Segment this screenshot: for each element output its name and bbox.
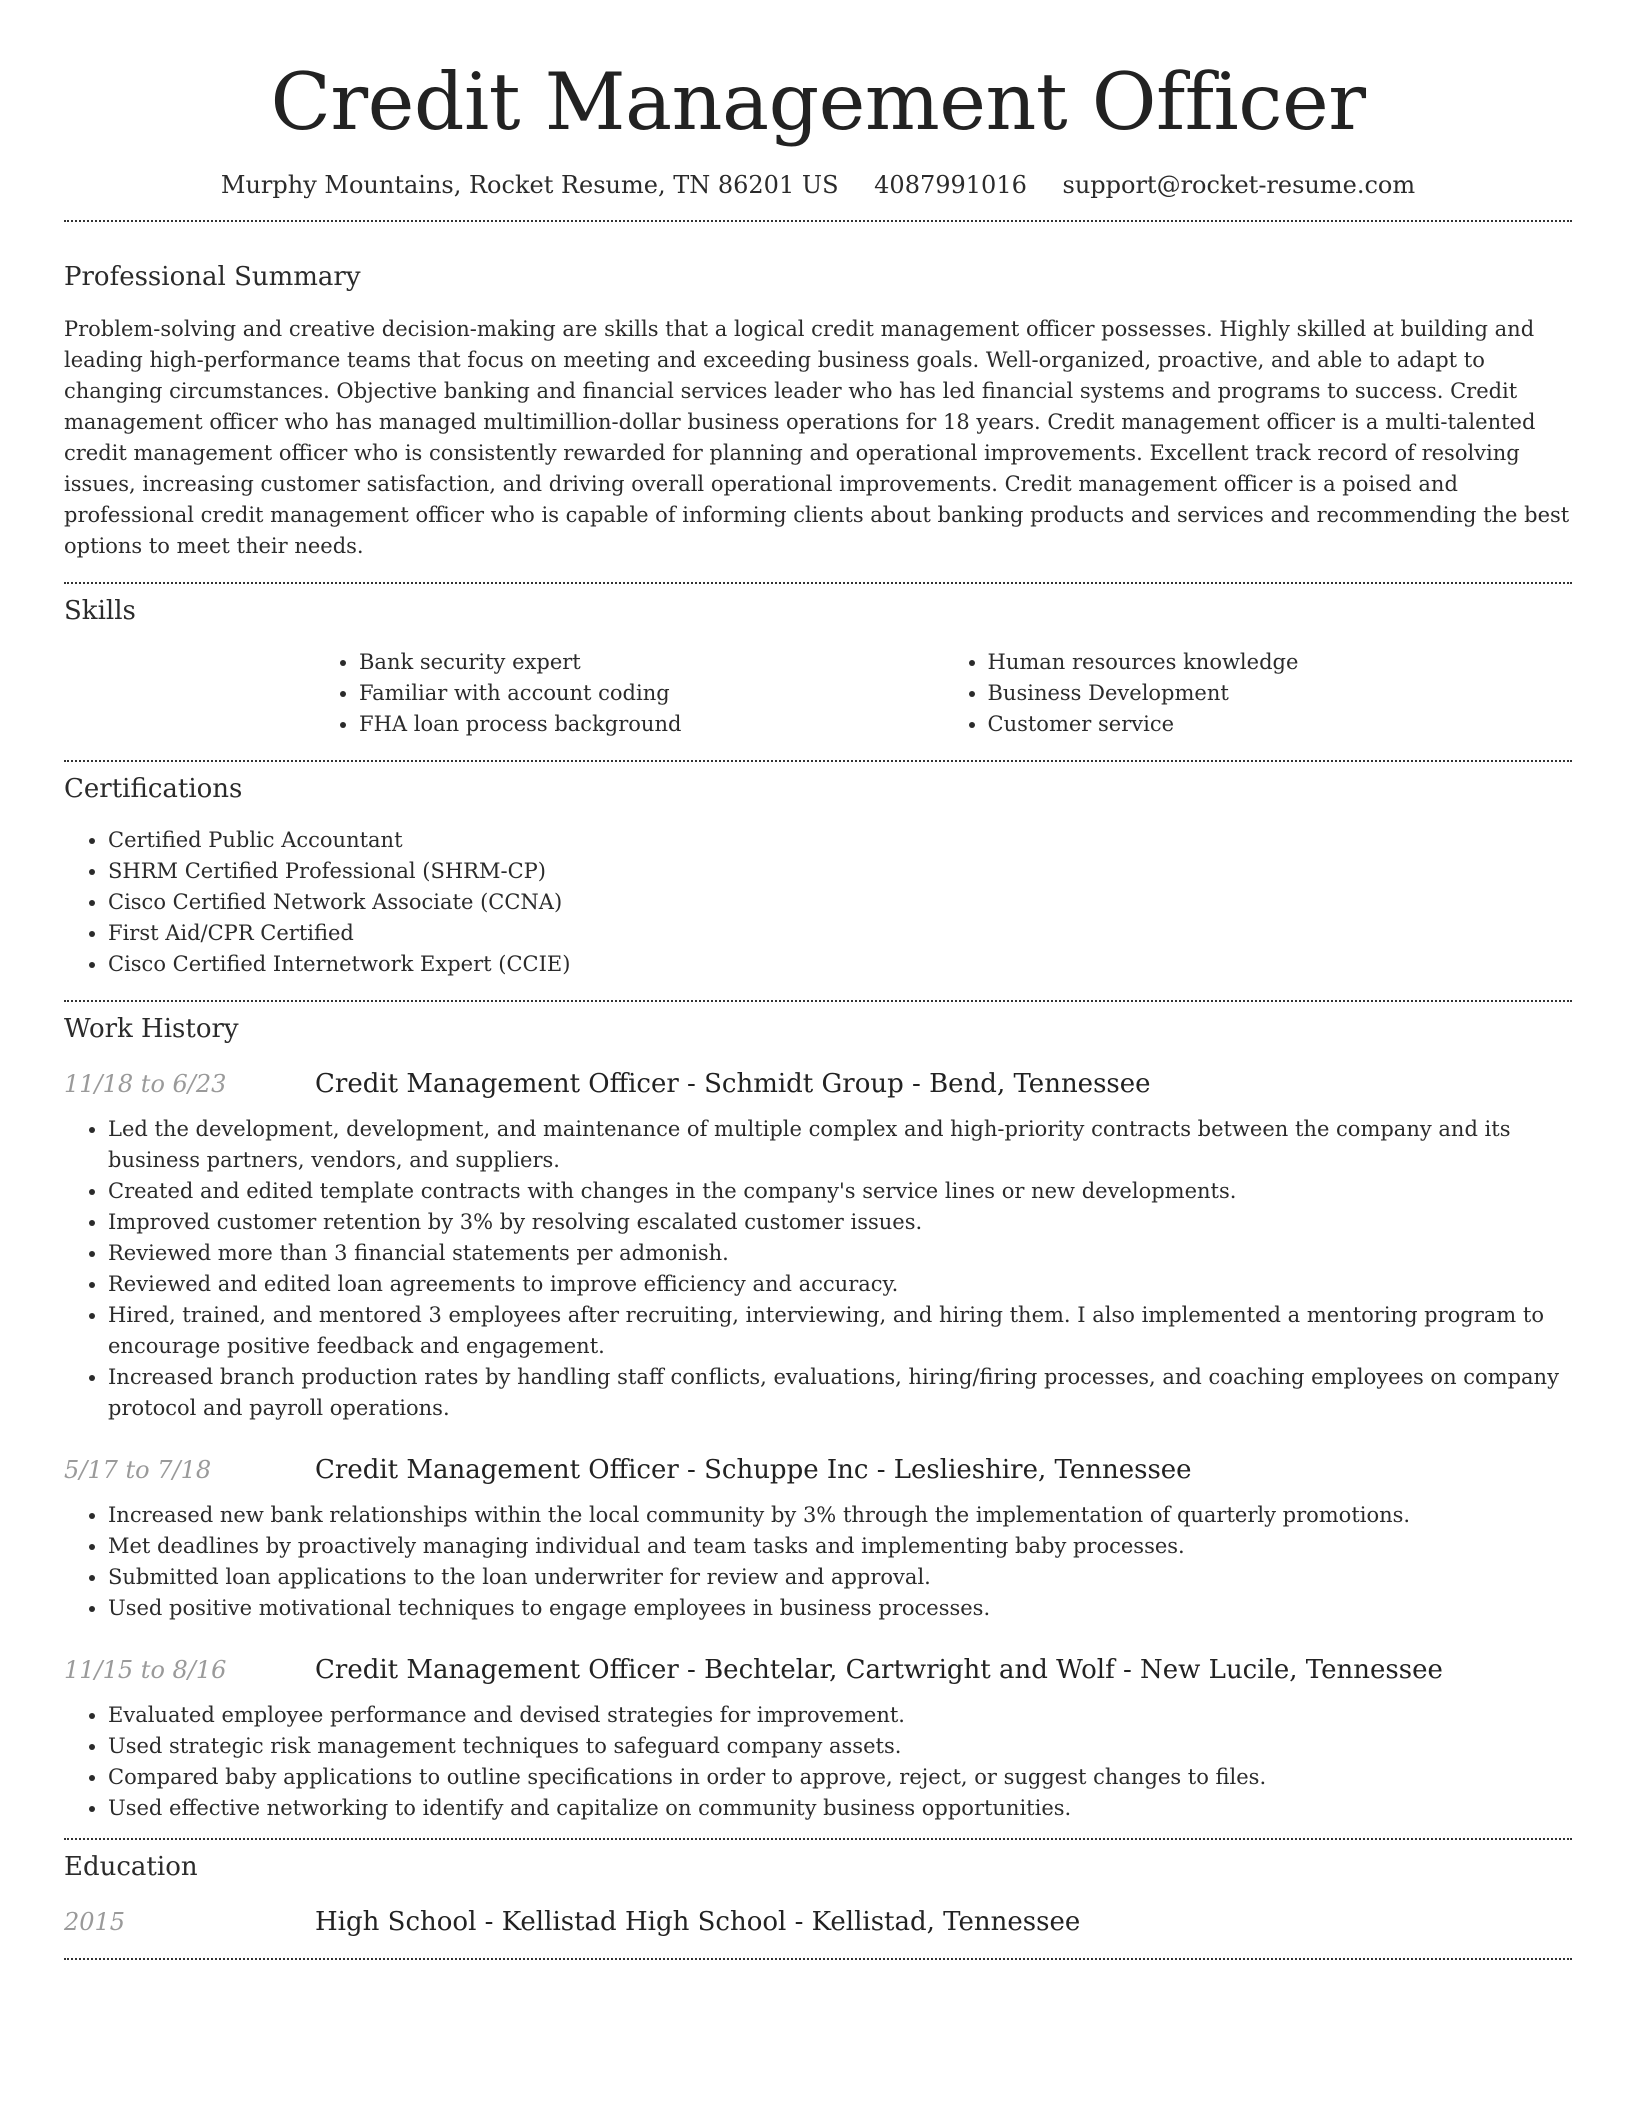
section-title-summary: Professional Summary xyxy=(64,262,361,292)
job-title: Credit Management Officer - Schuppe Inc - Leslieshire, Tennessee xyxy=(315,1455,1192,1485)
certifications-list xyxy=(64,825,1572,980)
job-bullet: • Used positive motivational techniques to engage employees in business processes. xyxy=(108,1593,1572,1624)
job-dates: 5/17 to 7/18 xyxy=(64,1456,212,1484)
job-bullet: • Created and edited template contracts with changes in the company's service lines or new developments. xyxy=(108,1176,1572,1207)
skills-column-left xyxy=(315,647,944,740)
skills-section xyxy=(64,594,1572,740)
summary-text: Problem-solving and creative decision-making are skills that a logical credit management officer possesses. Highly skilled at building and leading high-performance teams that focus on meeting and exceeding business goals. Well-organized, proactive, and able to adapt to changing circumstances. Objective banking and financial services leader who has led financial systems and programs to success. Credit management officer who has managed multimillion-dollar business operations for 18 years. Credit management officer is a multi-talented credit management officer who is consistently rewarded for planning and operational improvements. Excellent track record of resolving issues, increasing customer satisfaction, and driving overall operational improvements. Credit management officer is a poised and professional credit management officer who is capable of informing clients about banking products and services and recommending the best options to meet their needs. xyxy=(64,317,1570,558)
job-dates: 11/15 to 8/16 xyxy=(64,1656,227,1684)
section-title-education: Education xyxy=(64,1852,198,1882)
skill-item: • Human resources knowledge xyxy=(988,647,1573,678)
job-entry xyxy=(64,1068,1572,1424)
skill-item: • Bank security expert xyxy=(359,647,944,678)
contact-phone: 4087991016 xyxy=(874,171,1027,199)
divider xyxy=(64,582,1572,584)
contact-email: support@rocket-resume.com xyxy=(1062,171,1416,199)
job-bullet: • Used effective networking to identify and capitalize on community business opportunities. xyxy=(108,1793,1572,1824)
certifications-section xyxy=(64,772,1572,980)
job-title: Credit Management Officer - Schmidt Group - Bend, Tennessee xyxy=(315,1069,1151,1099)
job-bullet: • Increased branch production rates by handling staff conflicts, evaluations, hiring/firing processes, and coaching employees on company protocol and payroll operations. xyxy=(108,1362,1572,1424)
job-header xyxy=(64,1454,1572,1486)
job-header xyxy=(64,1654,1572,1686)
resume-page xyxy=(64,0,1572,1960)
job-header xyxy=(64,1068,1572,1100)
divider xyxy=(64,1000,1572,1002)
certification-item: • Cisco Certified Network Associate (CCNA) xyxy=(108,887,1572,918)
job-bullets xyxy=(64,1500,1572,1624)
contact-line xyxy=(64,170,1572,200)
education-section xyxy=(64,1850,1572,1938)
section-title-skills: Skills xyxy=(64,596,136,626)
divider xyxy=(64,1958,1572,1960)
section-title-certifications: Certifications xyxy=(64,774,243,804)
education-title: High School - Kellistad High School - Kellistad, Tennessee xyxy=(315,1907,1081,1937)
skills-column-right xyxy=(944,647,1573,740)
skill-item: • Business Development xyxy=(988,678,1573,709)
job-title: Credit Management Officer - Bechtelar, Cartwright and Wolf - New Lucile, Tennessee xyxy=(315,1655,1443,1685)
certification-item: • Cisco Certified Internetwork Expert (CCIE) xyxy=(108,949,1572,980)
job-entry xyxy=(64,1654,1572,1824)
certification-item: • SHRM Certified Professional (SHRM-CP) xyxy=(108,856,1572,887)
job-bullet: • Hired, trained, and mentored 3 employees after recruiting, interviewing, and hiring them. I also implemented a mentoring program to encourage positive feedback and engagement. xyxy=(108,1300,1572,1362)
work-history-section xyxy=(64,1012,1572,1824)
job-bullet: • Led the development, development, and maintenance of multiple complex and high-priority contracts between the company and its business partners, vendors, and suppliers. xyxy=(108,1114,1572,1176)
education-date: 2015 xyxy=(64,1908,126,1936)
skill-item: • FHA loan process background xyxy=(359,709,944,740)
job-bullet: • Evaluated employee performance and devised strategies for improvement. xyxy=(108,1700,1572,1731)
certification-item: • Certified Public Accountant xyxy=(108,825,1572,856)
job-bullet: • Used strategic risk management techniques to safeguard company assets. xyxy=(108,1731,1572,1762)
summary-section xyxy=(64,260,1572,562)
skills-list xyxy=(315,647,1572,740)
certification-item: • First Aid/CPR Certified xyxy=(108,918,1572,949)
divider xyxy=(64,220,1572,222)
skill-item: • Customer service xyxy=(988,709,1573,740)
section-title-work-history: Work History xyxy=(64,1014,239,1044)
job-bullet: • Improved customer retention by 3% by resolving escalated customer issues. xyxy=(108,1207,1572,1238)
divider xyxy=(64,760,1572,762)
job-bullet: • Met deadlines by proactively managing individual and team tasks and implementing baby processes. xyxy=(108,1531,1572,1562)
job-bullet: • Reviewed and edited loan agreements to improve efficiency and accuracy. xyxy=(108,1269,1572,1300)
job-bullet: • Submitted loan applications to the loan underwriter for review and approval. xyxy=(108,1562,1572,1593)
candidate-name: Credit Management Officer xyxy=(270,56,1366,148)
skill-item: • Familiar with account coding xyxy=(359,678,944,709)
job-bullet: • Compared baby applications to outline specifications in order to approve, reject, or suggest changes to files. xyxy=(108,1762,1572,1793)
education-entry xyxy=(64,1906,1572,1938)
job-dates: 11/18 to 6/23 xyxy=(64,1070,227,1098)
contact-address: Murphy Mountains, Rocket Resume, TN 86201 US xyxy=(220,171,839,199)
job-bullets xyxy=(64,1114,1572,1424)
job-bullet: • Increased new bank relationships within the local community by 3% through the implementation of quarterly promotions. xyxy=(108,1500,1572,1531)
job-entry xyxy=(64,1454,1572,1624)
divider xyxy=(64,1838,1572,1840)
job-bullets xyxy=(64,1700,1572,1824)
job-bullet: • Reviewed more than 3 financial statements per admonish. xyxy=(108,1238,1572,1269)
